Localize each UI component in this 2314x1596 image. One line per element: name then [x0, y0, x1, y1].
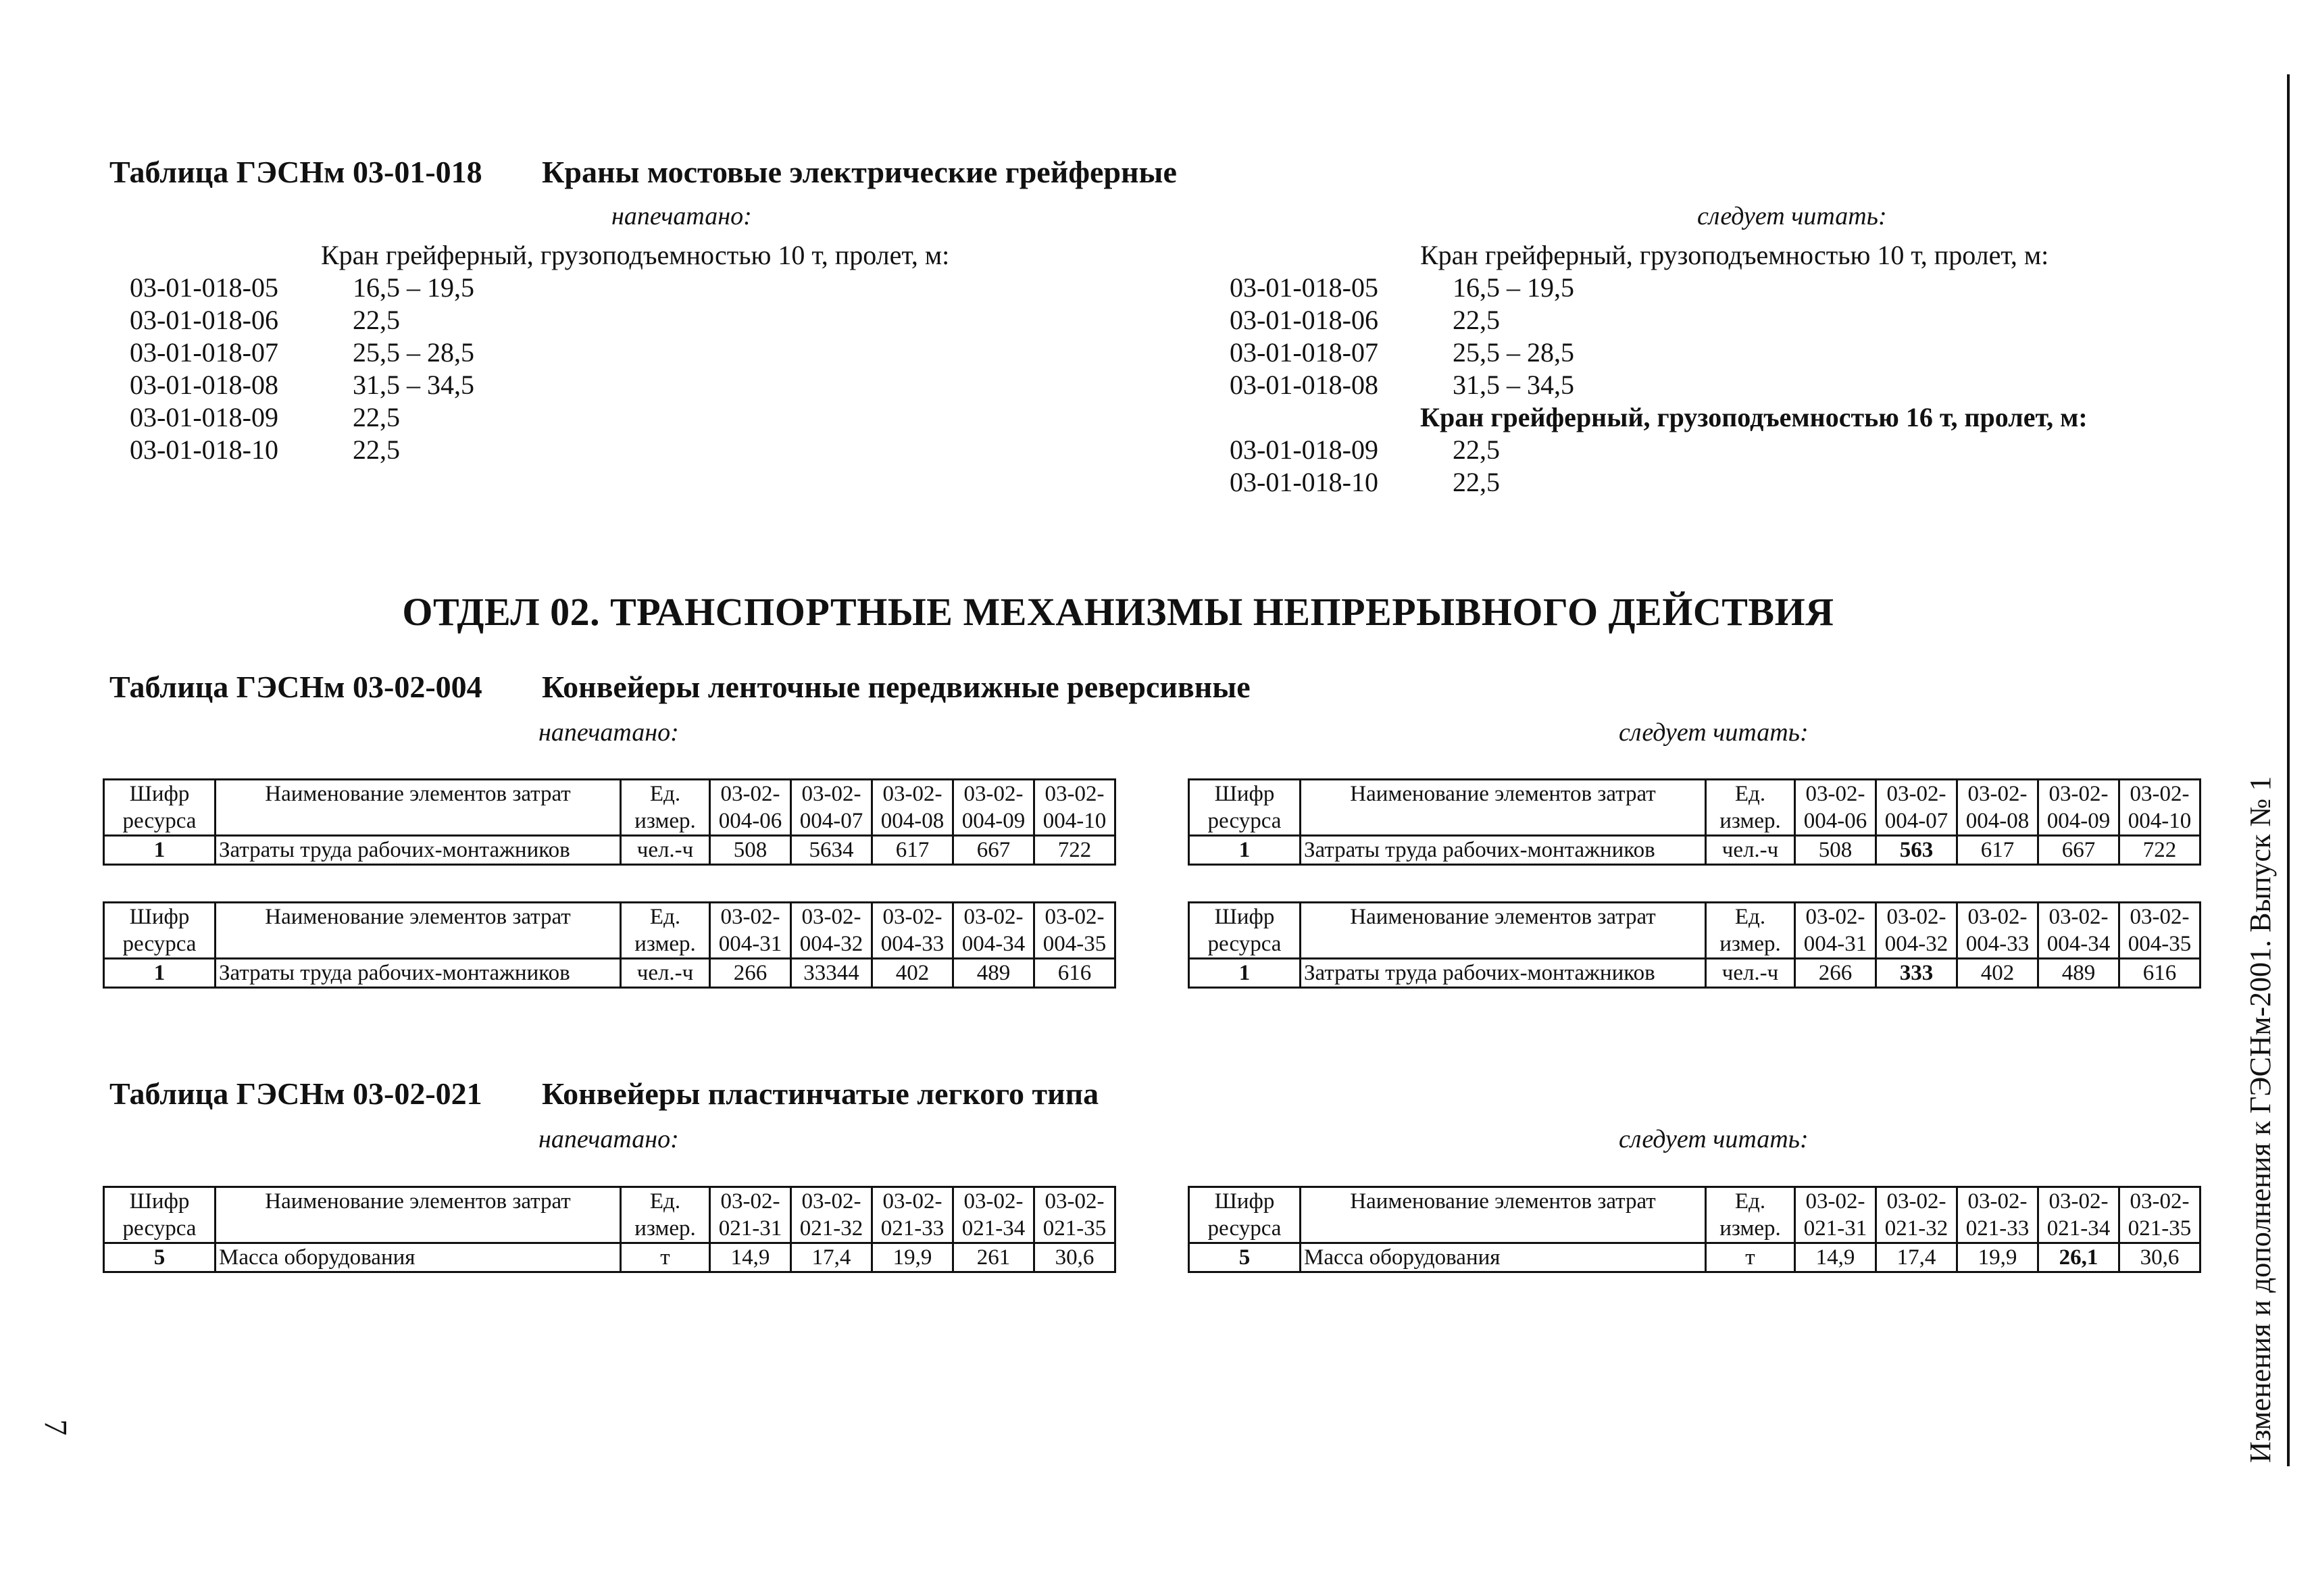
header-norm: 03-02-: [2038, 780, 2119, 808]
table2-code: Таблица ГЭСНм 03-02-004: [109, 670, 482, 704]
header-cipher: Шифр: [1189, 903, 1301, 931]
cell-value: 19,9: [1957, 1243, 2038, 1272]
cell-value: 26,1: [2038, 1243, 2119, 1272]
header-norm: 03-02-: [872, 903, 953, 931]
header-cipher: Шифр: [104, 1187, 216, 1216]
cell-value: 667: [2038, 836, 2119, 865]
header-norm: 004-31: [710, 930, 791, 959]
table1-name: Краны мостовые электрические грейферные: [542, 155, 1177, 189]
resource-table-g1p: [103, 778, 1116, 866]
cell-item: Затраты труда рабочих-монтажников: [1301, 959, 1706, 988]
header-name-empty: [1301, 807, 1706, 836]
header-norm: 03-02-: [791, 780, 872, 808]
cell-value: 508: [710, 836, 791, 865]
header-norm: 03-02-: [791, 903, 872, 931]
header-norm: 03-02-: [2038, 903, 2119, 931]
list-item: 03-01-018-10 22,5: [1230, 467, 1500, 497]
cell-value: 617: [1957, 836, 2038, 865]
list-header: Кран грейферный, грузоподъемностью 10 т, пролет, м:: [321, 240, 950, 270]
table2-correct-label: следует читать:: [1619, 718, 1809, 747]
header-cipher: Шифр: [1189, 1187, 1301, 1216]
table-row: [1189, 1243, 2200, 1272]
cell-cipher: 1: [104, 836, 216, 865]
cell-value: 17,4: [791, 1243, 872, 1272]
header-norm: 03-02-: [1795, 1187, 1876, 1216]
header-norm: 021-34: [953, 1215, 1034, 1243]
table1-title: [109, 154, 1177, 190]
cell-value: 616: [2119, 959, 2200, 988]
table2-name: Конвейеры ленточные передвижные реверсивные: [542, 670, 1251, 704]
resource-table-g1c: [1188, 778, 2201, 866]
cell-unit: чел.-ч: [1706, 836, 1795, 865]
resource-table-g2p: [103, 901, 1116, 989]
cell-value: 261: [953, 1243, 1034, 1272]
header-norm: 03-02-: [710, 1187, 791, 1216]
cell-unit: т: [621, 1243, 710, 1272]
cell-value: 30,6: [2119, 1243, 2200, 1272]
header-unit: Ед.: [621, 780, 710, 808]
header-norm: 03-02-: [1034, 1187, 1115, 1216]
header-norm: 004-08: [872, 807, 953, 836]
header-name: Наименование элементов затрат: [216, 1187, 621, 1216]
header-unit: измер.: [621, 807, 710, 836]
header-cipher: Шифр: [104, 903, 216, 931]
list-item: 03-01-018-07 25,5 – 28,5: [1230, 337, 1574, 368]
header-norm: 004-34: [2038, 930, 2119, 959]
header-norm: 021-32: [1876, 1215, 1957, 1243]
table-row: [1189, 836, 2200, 865]
header-cipher: ресурса: [1189, 930, 1301, 959]
sidebar-rule: [2287, 74, 2290, 1466]
header-norm: 03-02-: [2038, 1187, 2119, 1216]
header-name-empty: [1301, 930, 1706, 959]
table3-name: Конвейеры пластинчатые легкого типа: [542, 1076, 1099, 1111]
table1-printed-list: [130, 239, 949, 466]
resource-table-g2c: [1188, 901, 2201, 989]
cell-cipher: 5: [1189, 1243, 1301, 1272]
resource-table-g3c: [1188, 1186, 2201, 1273]
header-norm: 021-31: [710, 1215, 791, 1243]
cell-value: 667: [953, 836, 1034, 865]
header-cipher: ресурса: [104, 1215, 216, 1243]
header-unit: измер.: [1706, 1215, 1795, 1243]
header-unit: Ед.: [1706, 903, 1795, 931]
list-item: 03-01-018-06 22,5: [1230, 305, 1500, 335]
header-norm: 004-06: [710, 807, 791, 836]
table-row: [104, 1243, 1115, 1272]
header-norm: 03-02-: [710, 903, 791, 931]
cell-unit: чел.-ч: [1706, 959, 1795, 988]
header-norm: 03-02-: [1957, 1187, 2038, 1216]
cell-value: 402: [872, 959, 953, 988]
header-unit: Ед.: [1706, 780, 1795, 808]
header-unit: Ед.: [1706, 1187, 1795, 1216]
header-unit: измер.: [1706, 930, 1795, 959]
header-norm: 03-02-: [1795, 780, 1876, 808]
header-cipher: ресурса: [104, 807, 216, 836]
header-norm: 021-32: [791, 1215, 872, 1243]
cell-value: 402: [1957, 959, 2038, 988]
sidebar: [2236, 74, 2287, 1466]
list-item: 03-01-018-05 16,5 – 19,5: [130, 272, 474, 303]
header-norm: 004-10: [2119, 807, 2200, 836]
list-item: 03-01-018-09 22,5: [1230, 434, 1500, 465]
header-norm: 004-09: [2038, 807, 2119, 836]
page-number: 7: [37, 1419, 74, 1436]
header-name: Наименование элементов затрат: [1301, 1187, 1706, 1216]
header-norm: 03-02-: [2119, 903, 2200, 931]
cell-value: 489: [2038, 959, 2119, 988]
header-unit: Ед.: [621, 903, 710, 931]
header-norm: 021-33: [1957, 1215, 2038, 1243]
cell-item: Масса оборудования: [1301, 1243, 1706, 1272]
header-norm: 03-02-: [1957, 780, 2038, 808]
table2-printed-label: напечатано:: [538, 718, 679, 747]
table1-printed-label: напечатано:: [611, 202, 752, 230]
header-norm: 03-02-: [953, 780, 1034, 808]
sidebar-text: Изменения и дополнения к ГЭСНм-2001. Выпуск № 1: [2244, 776, 2277, 1463]
list-item: 03-01-018-07 25,5 – 28,5: [130, 337, 474, 368]
cell-value: 14,9: [710, 1243, 791, 1272]
header-cipher: Шифр: [104, 780, 216, 808]
header-norm: 03-02-: [953, 1187, 1034, 1216]
cell-value: 266: [710, 959, 791, 988]
header-norm: 004-07: [791, 807, 872, 836]
table-row: [104, 959, 1115, 988]
cell-value: 508: [1795, 836, 1876, 865]
header-cipher: ресурса: [1189, 807, 1301, 836]
header-norm: 03-02-: [791, 1187, 872, 1216]
cell-value: 333: [1876, 959, 1957, 988]
table1-correct-label: следует читать:: [1697, 202, 1887, 230]
header-norm: 004-32: [791, 930, 872, 959]
header-cipher: ресурса: [104, 930, 216, 959]
cell-value: 722: [2119, 836, 2200, 865]
list-item: 03-01-018-09 22,5: [130, 402, 400, 432]
table-row: [1189, 959, 2200, 988]
header-unit: измер.: [1706, 807, 1795, 836]
cell-value: 563: [1876, 836, 1957, 865]
header-norm: 021-35: [2119, 1215, 2200, 1243]
cell-item: Затраты труда рабочих-монтажников: [216, 959, 621, 988]
header-norm: 021-31: [1795, 1215, 1876, 1243]
header-norm: 021-34: [2038, 1215, 2119, 1243]
table3-code: Таблица ГЭСНм 03-02-021: [109, 1076, 482, 1111]
header-norm: 004-33: [1957, 930, 2038, 959]
table-row: [104, 836, 1115, 865]
header-norm: 03-02-: [872, 780, 953, 808]
header-norm: 004-35: [1034, 930, 1115, 959]
header-norm: 03-02-: [1876, 903, 1957, 931]
header-name: Наименование элементов затрат: [216, 903, 621, 931]
list-item: 03-01-018-05 16,5 – 19,5: [1230, 272, 1574, 303]
header-norm: 03-02-: [710, 780, 791, 808]
cell-cipher: 5: [104, 1243, 216, 1272]
cell-value: 722: [1034, 836, 1115, 865]
header-norm: 03-02-: [872, 1187, 953, 1216]
table1-correct-list: [1230, 239, 2088, 499]
header-norm: 03-02-: [953, 903, 1034, 931]
header-name-empty: [216, 807, 621, 836]
header-norm: 021-33: [872, 1215, 953, 1243]
cell-value: 616: [1034, 959, 1115, 988]
header-norm: 03-02-: [1034, 780, 1115, 808]
header-unit: измер.: [621, 1215, 710, 1243]
cell-cipher: 1: [104, 959, 216, 988]
header-norm: 03-02-: [2119, 780, 2200, 808]
list-item: 03-01-018-08 31,5 – 34,5: [130, 370, 474, 400]
table1-code: Таблица ГЭСНм 03-01-018: [109, 155, 482, 189]
list-header: Кран грейферный, грузоподъемностью 10 т, пролет, м:: [1420, 240, 2049, 270]
header-norm: 03-02-: [1957, 903, 2038, 931]
header-unit: измер.: [621, 930, 710, 959]
header-norm: 03-02-: [1795, 903, 1876, 931]
cell-value: 5634: [791, 836, 872, 865]
header-name: Наименование элементов затрат: [216, 780, 621, 808]
cell-value: 617: [872, 836, 953, 865]
header-norm: 03-02-: [2119, 1187, 2200, 1216]
header-norm: 004-32: [1876, 930, 1957, 959]
cell-unit: чел.-ч: [621, 836, 710, 865]
table2-title: [109, 669, 1251, 705]
cell-value: 17,4: [1876, 1243, 1957, 1272]
header-cipher: ресурса: [1189, 1215, 1301, 1243]
cell-value: 266: [1795, 959, 1876, 988]
cell-cipher: 1: [1189, 959, 1301, 988]
table3-title: [109, 1076, 1099, 1112]
header-name: Наименование элементов затрат: [1301, 903, 1706, 931]
list-item: 03-01-018-08 31,5 – 34,5: [1230, 370, 1574, 400]
cell-value: 489: [953, 959, 1034, 988]
header-cipher: Шифр: [1189, 780, 1301, 808]
resource-table-g3p: [103, 1186, 1116, 1273]
header-norm: 004-08: [1957, 807, 2038, 836]
header-norm: 004-33: [872, 930, 953, 959]
header-norm: 03-02-: [1034, 903, 1115, 931]
table3-printed-label: напечатано:: [538, 1125, 679, 1153]
cell-unit: т: [1706, 1243, 1795, 1272]
table3-correct-label: следует читать:: [1619, 1125, 1809, 1153]
header-name-empty: [1301, 1215, 1706, 1243]
list-item: 03-01-018-06 22,5: [130, 305, 400, 335]
header-name: Наименование элементов затрат: [1301, 780, 1706, 808]
cell-value: 30,6: [1034, 1243, 1115, 1272]
section-title: ОТДЕЛ 02. ТРАНСПОРТНЫЕ МЕХАНИЗМЫ НЕПРЕРЫВНОГО ДЕЙСТВИЯ: [402, 590, 1834, 634]
header-name-empty: [216, 930, 621, 959]
cell-unit: чел.-ч: [621, 959, 710, 988]
list-header-bold: Кран грейферный, грузоподъемностью 16 т, пролет, м:: [1420, 402, 2088, 432]
header-norm: 004-07: [1876, 807, 1957, 836]
cell-item: Затраты труда рабочих-монтажников: [216, 836, 621, 865]
header-norm: 004-09: [953, 807, 1034, 836]
cell-value: 19,9: [872, 1243, 953, 1272]
header-unit: Ед.: [621, 1187, 710, 1216]
cell-item: Затраты труда рабочих-монтажников: [1301, 836, 1706, 865]
header-norm: 03-02-: [1876, 1187, 1957, 1216]
header-norm: 004-34: [953, 930, 1034, 959]
header-norm: 03-02-: [1876, 780, 1957, 808]
header-norm: 004-10: [1034, 807, 1115, 836]
cell-cipher: 1: [1189, 836, 1301, 865]
header-norm: 004-06: [1795, 807, 1876, 836]
cell-value: 14,9: [1795, 1243, 1876, 1272]
header-norm: 004-31: [1795, 930, 1876, 959]
list-item: 03-01-018-10 22,5: [130, 434, 400, 465]
header-norm: 021-35: [1034, 1215, 1115, 1243]
cell-value: 33344: [791, 959, 872, 988]
header-name-empty: [216, 1215, 621, 1243]
header-norm: 004-35: [2119, 930, 2200, 959]
cell-item: Масса оборудования: [216, 1243, 621, 1272]
